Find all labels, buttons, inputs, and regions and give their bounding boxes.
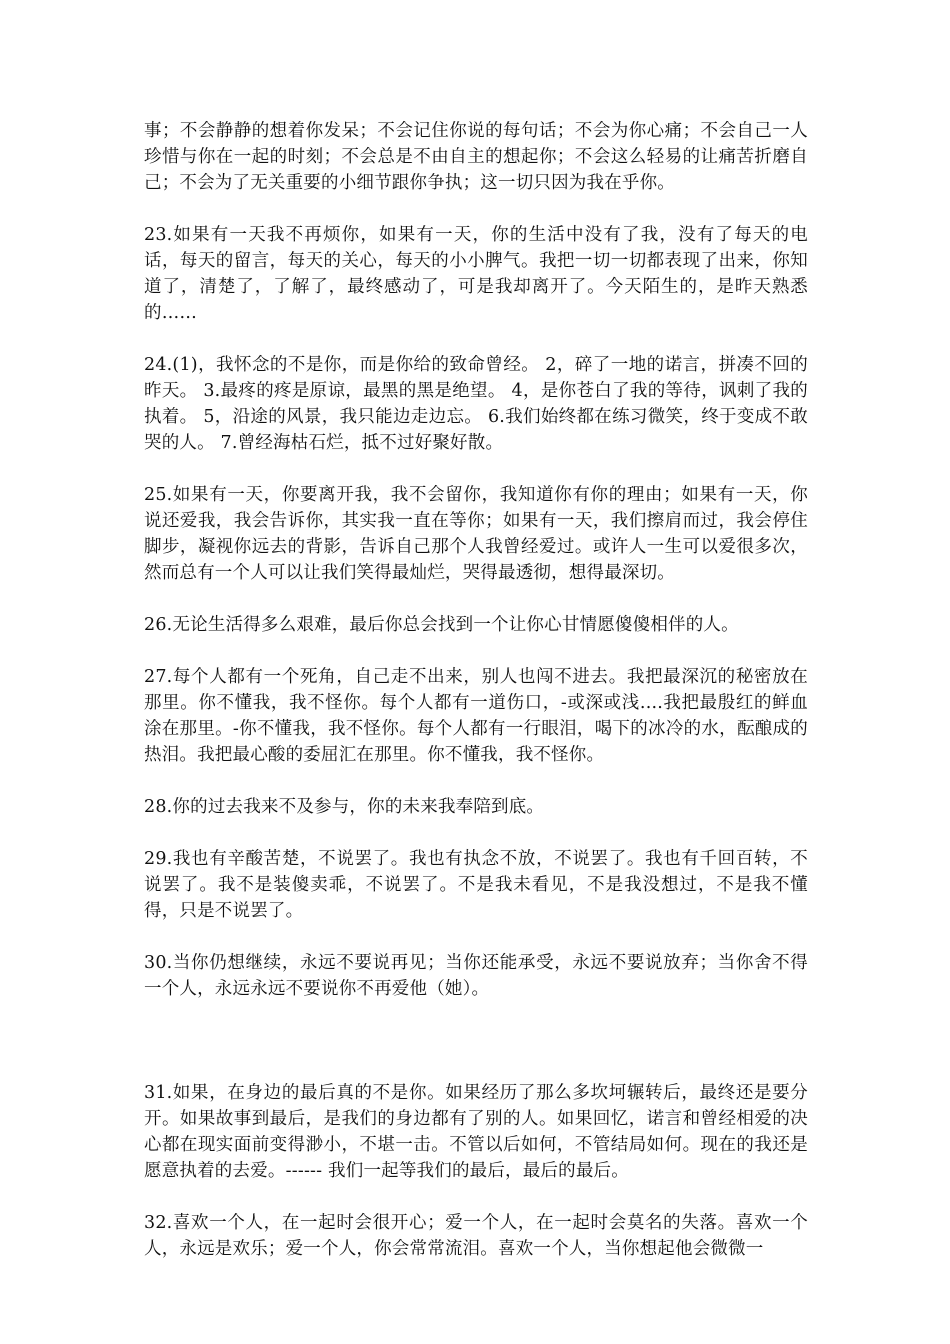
document-page <box>144 118 808 1288</box>
paragraph-24: 24.(1)，我怀念的不是你，而是你给的致命曾经。 2，碎了一地的诺言，拼凑不回的昨天。 3.最疼的疼是原谅，最黑的黑是绝望。 4，是你苍白了我的等待，讽刺了我的执着。 5，沿途的风景，我只能边走边忘。 6.我们始终都在练习微笑，终于变成不敢哭的人。 7.曾经海枯石烂，抵不过好聚好散。 <box>144 355 808 453</box>
paragraph-25: 25.如果有一天，你要离开我，我不会留你，我知道你有你的理由；如果有一天，你说还爱我，我会告诉你，其实我一直在等你；如果有一天，我们擦肩而过，我会停住脚步，凝视你远去的背影，告诉自己那个人我曾经爱过。或许人一生可以爱很多次，然而总有一个人可以让我们笑得最灿烂，哭得最透彻，想得最深切。 <box>144 485 808 583</box>
paragraph-29: 29.我也有辛酸苦楚，不说罢了。我也有执念不放，不说罢了。我也有千回百转，不说罢了。我不是装傻卖乖，不说罢了。不是我未看见，不是我没想过，不是我不懂得，只是不说罢了。 <box>144 849 808 921</box>
paragraph-32: 32.喜欢一个人，在一起时会很开心；爱一个人，在一起时会莫名的失落。喜欢一个人，永远是欢乐；爱一个人，你会常常流泪。喜欢一个人，当你想起他会微微一 <box>144 1213 808 1259</box>
paragraph-28: 28.你的过去我来不及参与，你的未来我奉陪到底。 <box>144 797 545 817</box>
paragraph-26: 26.无论生活得多么艰难，最后你总会找到一个让你心甘情愿傻傻相伴的人。 <box>144 615 739 635</box>
paragraph-continuation: 事；不会静静的想着你发呆；不会记住你说的每句话；不会为你心痛；不会自己一人珍惜与你在一起的时刻；不会总是不由自主的想起你；不会这么轻易的让痛苦折磨自己；不会为了无关重要的小细节跟你争执；这一切只因为我在乎你。 <box>144 121 808 193</box>
paragraph-23: 23.如果有一天我不再烦你，如果有一天，你的生活中没有了我，没有了每天的电话，每天的留言，每天的关心，每天的小小脾气。我把一切一切都表现了出来，你知道了，清楚了，了解了，最终感动了，可是我却离开了。今天陌生的，是昨天熟悉的…… <box>144 225 808 323</box>
paragraph-27: 27.每个人都有一个死角，自己走不出来，别人也闯不进去。我把最深沉的秘密放在那里。你不懂我，我不怪你。每个人都有一道伤口，-或深或浅....我把最殷红的鲜血涂在那里。-你不懂我，我不怪你。每个人都有一行眼泪，喝下的冰冷的水，酝酿成的热泪。我把最心酸的委屈汇在那里。你不懂我，我不怪你。 <box>144 667 808 765</box>
blank-spacer <box>144 1028 808 1080</box>
paragraph-31: 31.如果，在身边的最后真的不是你。如果经历了那么多坎坷辗转后，最终还是要分开。如果故事到最后，是我们的身边都有了别的人。如果回忆，诺言和曾经相爱的决心都在现实面前变得渺小，不堪一击。不管以后如何，不管结局如何。现在的我还是愿意执着的去爱。------ 我们一起等我们的最后，最后的最后。 <box>144 1083 808 1181</box>
paragraph-30: 30.当你仍想继续，永远不要说再见；当你还能承受，永远不要说放弃；当你舍不得一个人，永远永远不要说你不再爱他（她）。 <box>144 953 808 999</box>
